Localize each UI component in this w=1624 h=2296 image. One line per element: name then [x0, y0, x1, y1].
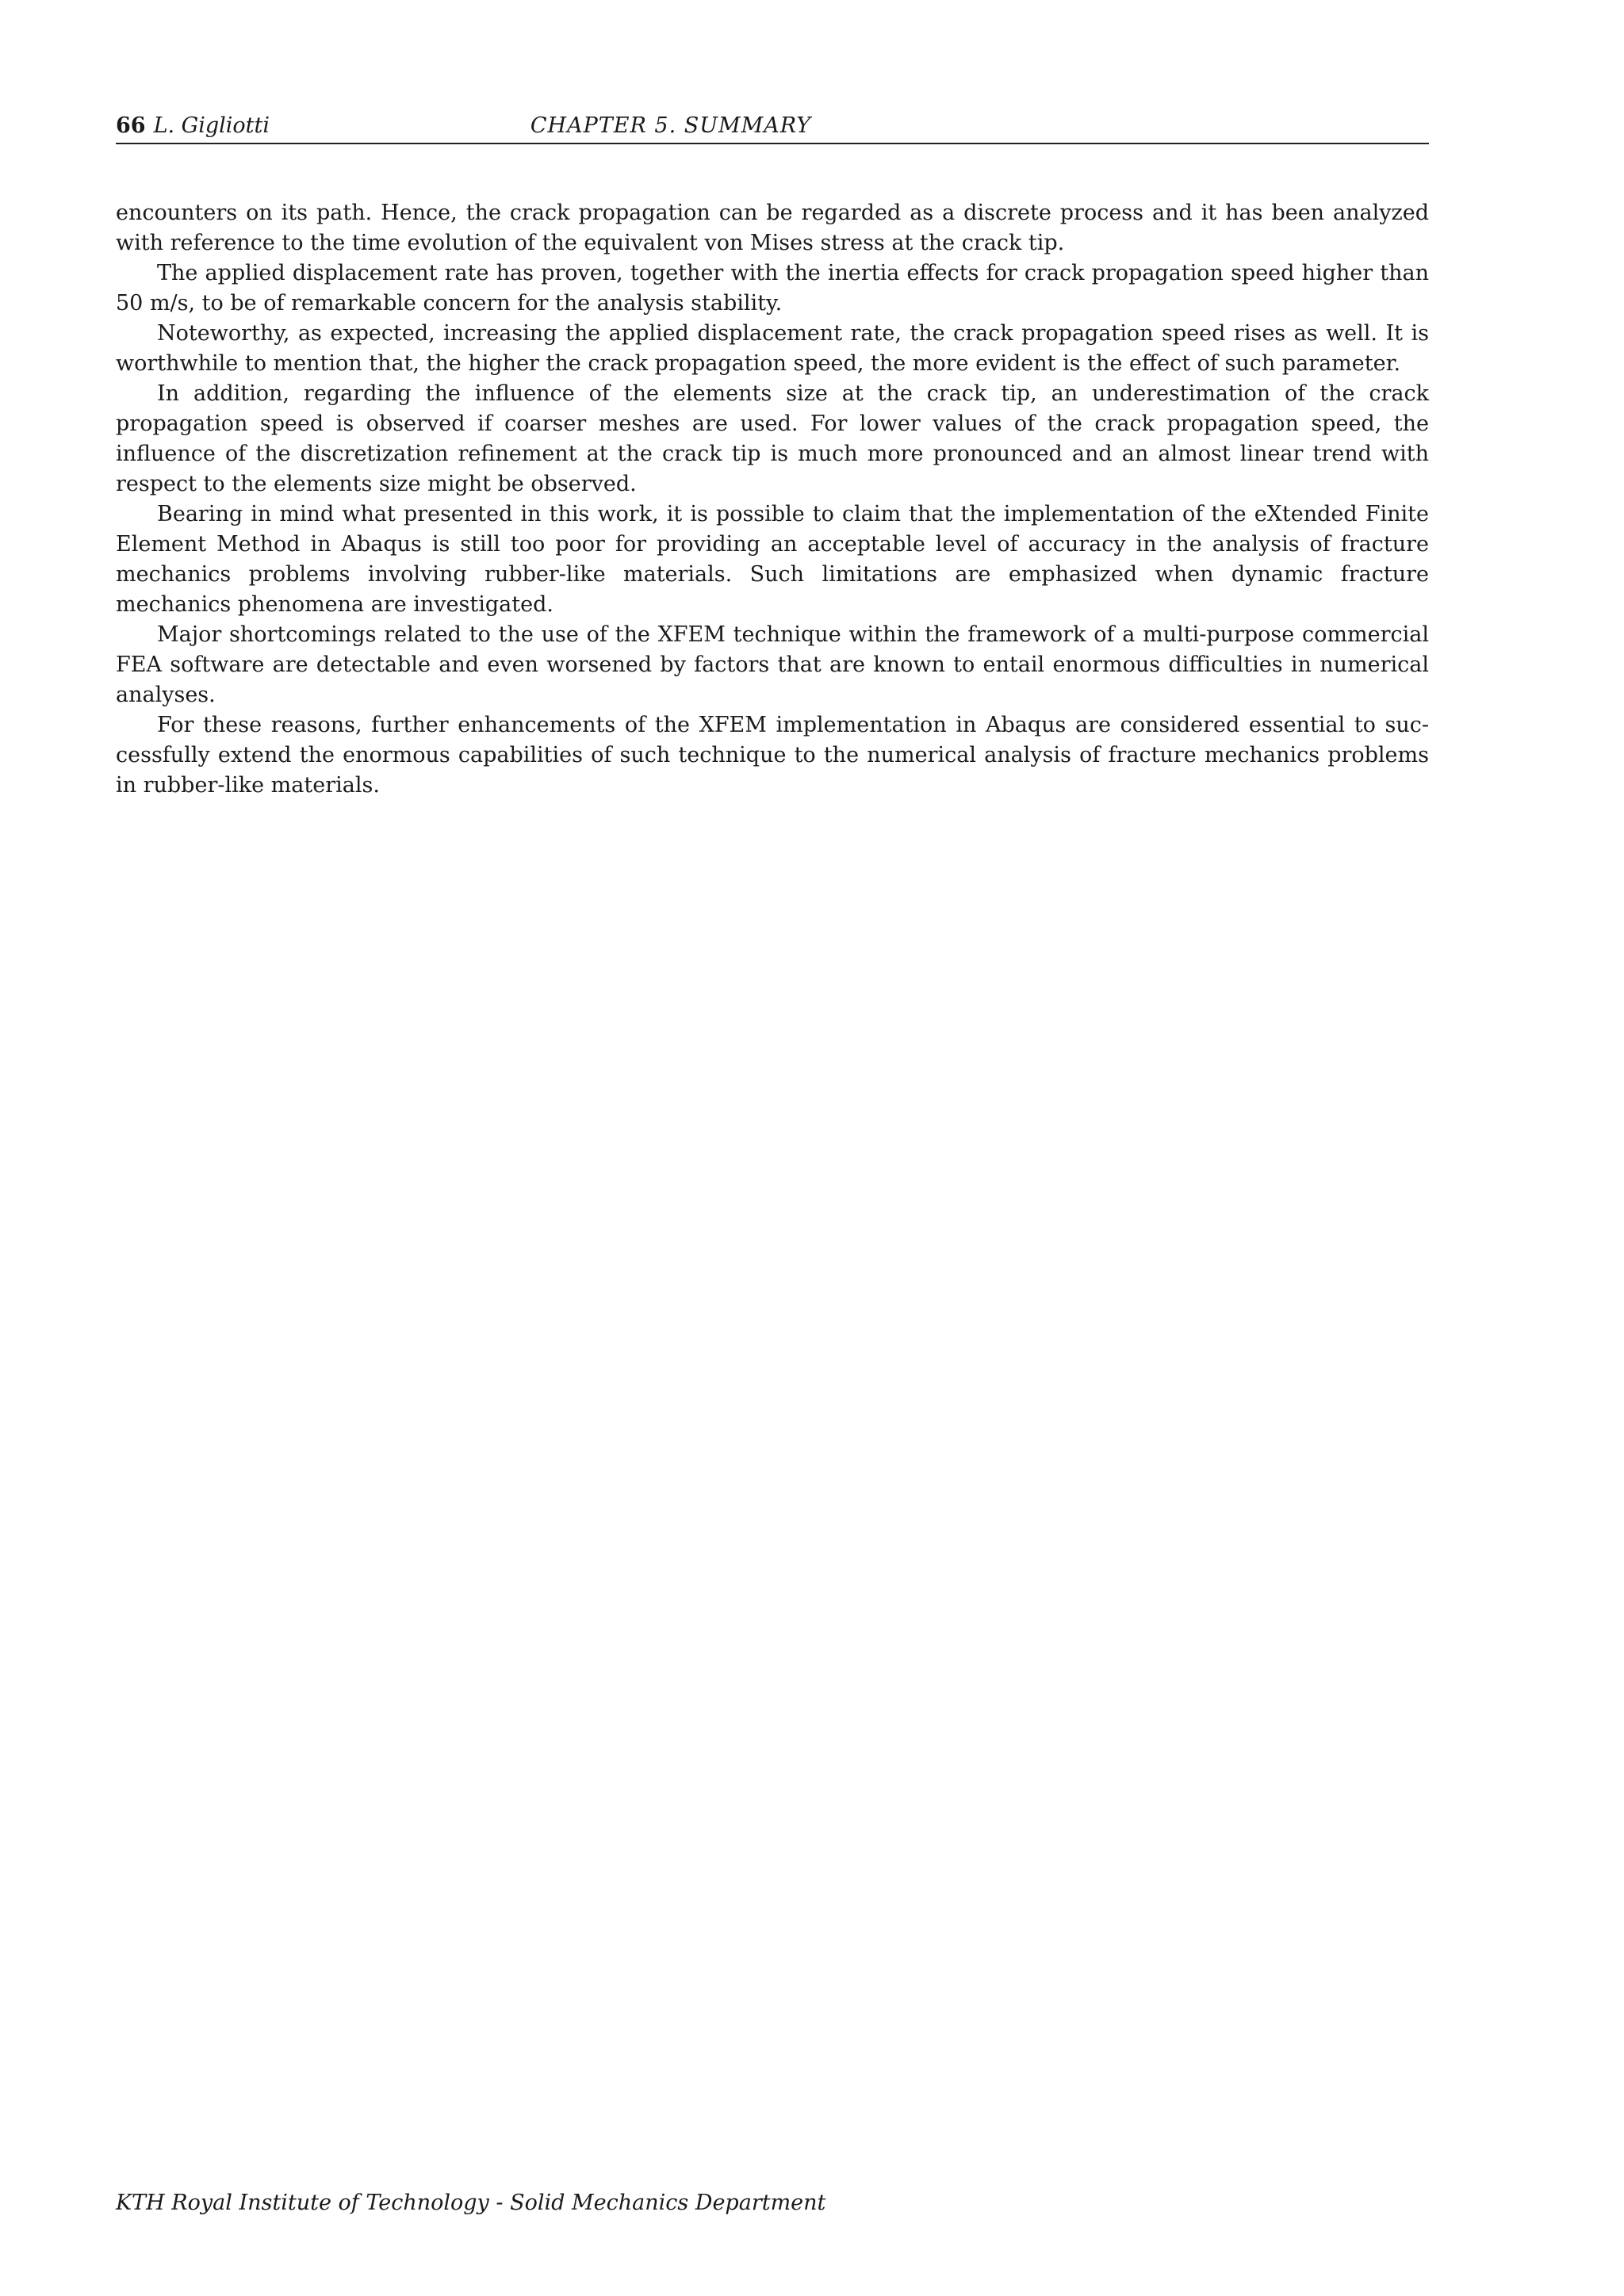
paragraph: Noteworthy, as expected, increasing the applied displacement rate, the crack propagation speed rises as well. It is worthwhile to mention that, the higher the crack propagation speed, the more evident is the effect of such parameter. [116, 321, 1429, 376]
paragraph: The applied displacement rate has proven, together with the inertia effects for crack propagation speed higher than 50 m/s, to be of remarkable concern for the analysis stability. [116, 261, 1429, 316]
running-chapter-title: CHAPTER 5. SUMMARY [530, 113, 812, 138]
running-footer: KTH Royal Institute of Technology - Solid Mechanics Department [116, 2191, 826, 2215]
running-author: L. Gigliotti [153, 113, 270, 138]
paragraph: Major shortcomings related to the use of the XFEM technique within the framework of a multi-purpose commercial FEA software are detectable and even worsened by factors that are known to entail enormous difficulties in numerical analyses. [116, 622, 1429, 707]
running-header [116, 113, 1429, 144]
page-number: 66 [116, 113, 146, 138]
paragraph: In addition, regarding the influence of the elements size at the crack tip, an underestimation of the crack propagation speed is observed if coarser meshes are used. For lower values of the crack propagation speed, the influence of the discretization refinement at the crack tip is much more pronounced and an almost linear trend with respect to the elements size might be observed. [116, 381, 1429, 496]
paragraph: For these reasons, further enhancements of the XFEM implementation in Abaqus are considered essential to successfully extend the enormous capabilities of such technique to the numerical analysis of fracture mechanics problems in rubber-like materials. [116, 713, 1429, 798]
paragraph-continued: encounters on its path. Hence, the crack propagation can be regarded as a discrete process and it has been analyzed with reference to the time evolution of the equivalent von Mises stress at the crack tip. [116, 201, 1429, 255]
paragraph: Bearing in mind what presented in this work, it is possible to claim that the implementation of the eXtended Finite Element Method in Abaqus is still too poor for providing an acceptable level of accuracy in the analysis of fracture mechanics problems involving rubber-like materials. Such limitations are emphasized when dynamic fracture mechanics phenomena are investigated. [116, 502, 1429, 617]
body-text [116, 198, 1429, 801]
